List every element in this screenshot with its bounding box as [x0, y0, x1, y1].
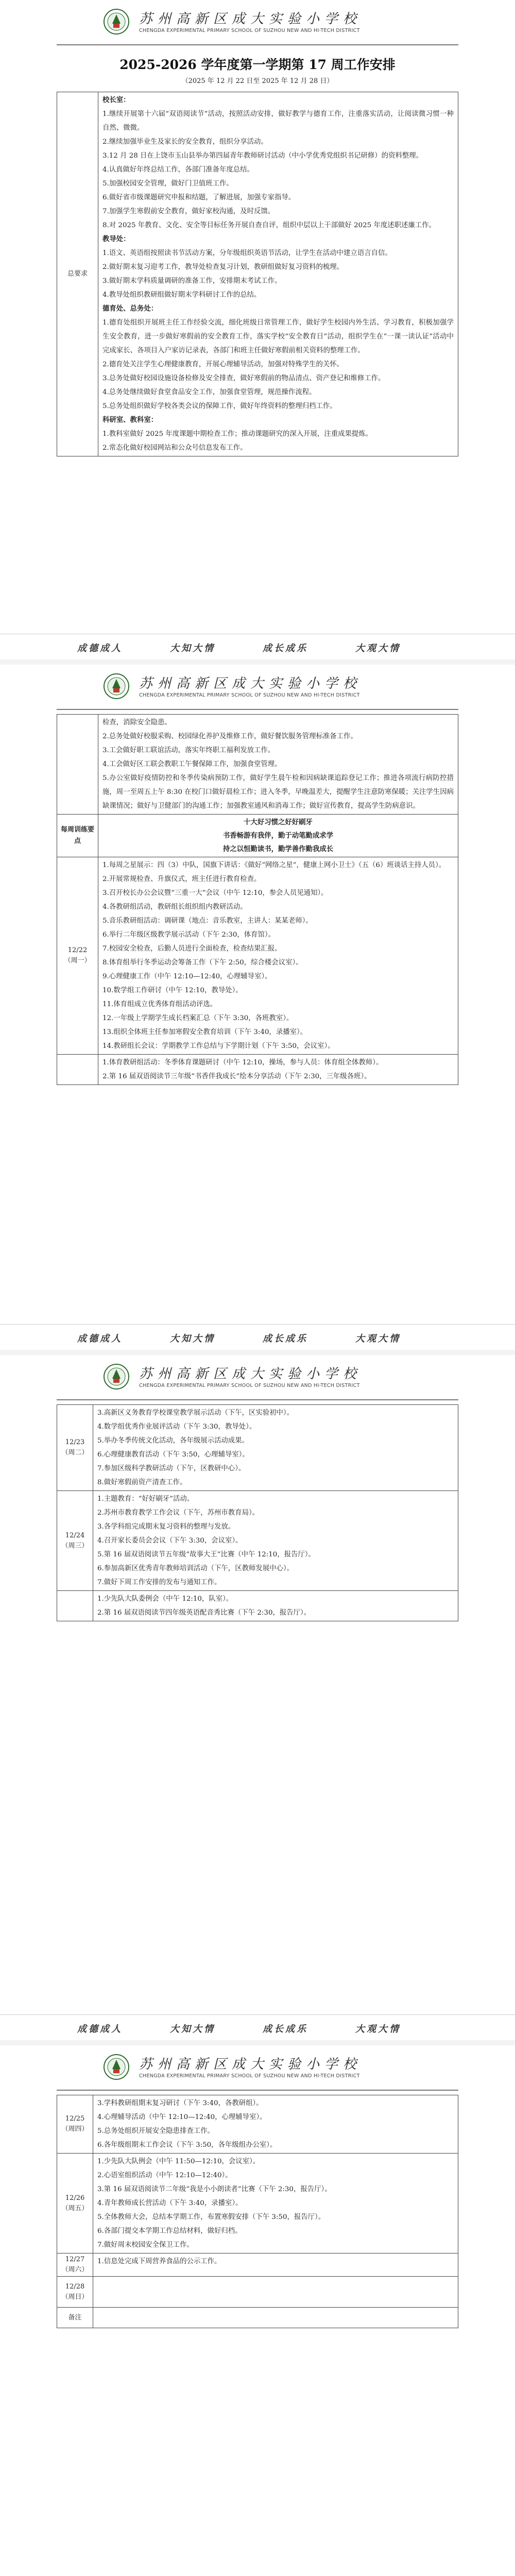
day-date-cell — [57, 1405, 93, 1491]
day-item: 2.心语室组织活动（中午 12:10—12:40）。 — [97, 2172, 232, 2179]
day-item: 3.第 16 届双语阅读节二年级“我是小小朗读者”比赛（下午 2:30，报告厅）。 — [97, 2185, 332, 2193]
general-paragraph: 科研室、教科室： — [102, 416, 158, 424]
day-date-cell — [57, 857, 98, 1055]
schedule-table-page-4 — [57, 2095, 458, 2328]
school-logo-icon — [103, 673, 130, 700]
page-separator — [0, 659, 515, 665]
day-items — [93, 2253, 458, 2277]
day-item: 4.数学组优秀作业展评活动（下午 3:30，教导处）。 — [97, 1423, 256, 1431]
day-weekday: （周二） — [61, 1449, 89, 1456]
school-name: 苏州高新区成大实验小学校 — [139, 1366, 362, 1382]
day-item: 6.举行二年级区级教学展示活动（下午 2:30，体育馆）。 — [102, 931, 275, 939]
day-item: 12.一年级上学期学生成长档案汇总（下午 3:30，各班教室）。 — [102, 1014, 294, 1022]
day-item: 2.开展常规检查、升旗仪式，班主任进行教育检查。 — [102, 875, 261, 883]
page-1 — [0, 0, 515, 659]
remarks-label: 备注 — [57, 2308, 93, 2328]
day-date-cell — [57, 2095, 93, 2154]
general-paragraph: 检查，消除安全隐患。 — [102, 719, 171, 726]
day-row-thursday-part — [57, 1591, 458, 1621]
day-item: 11.体育组成立优秀体育组活动评选。 — [102, 1001, 217, 1008]
day-item: 6.心理健康教育活动（下午 3:50，心理辅导室）。 — [97, 1451, 249, 1459]
general-paragraph: 4.认真做好年终总结工作，各部门准备年度总结。 — [102, 166, 254, 174]
general-paragraph: 5.办公室做好疫情防控和冬季传染病预防工作，做好学生晨午检和因病缺课追踪登记工作；推进各项流行病防控措施，周一至周五上午 8:30 在校门口做好晨检工作；进入冬季，早晚温差大，提醒学生注意防寒保暖；关注学生因病缺课情况；做好与卫健部门的沟通工作；加强教室通风和消毒工作；做好宣传教育，提高学生防病意识。 — [102, 774, 454, 810]
weekly-focus-row — [57, 815, 458, 857]
page-4 — [0, 2045, 515, 2576]
weekly-slogan: 书香畅游有我伴，勤于动笔勤成求学 — [222, 832, 334, 840]
motto: 成德成人 — [77, 2024, 123, 2035]
general-paragraph: 7.加强学生寒假前安全教育，做好家校沟通，及时反馈。 — [102, 208, 275, 215]
general-paragraph: 4.总务处继续做好食堂食品安全工作，加强食堂管理，规范操作流程。 — [102, 388, 316, 396]
motto: 大知大情 — [170, 643, 215, 654]
school-name-en: CHENGDA EXPERIMENTAL PRIMARY SCHOOL OF SUZHOU NEW AND HI-TECH DISTRICT — [139, 1383, 360, 1388]
general-paragraph: 1.教科室做好 2025 年度课题中期检查工作；推动课题研究的深入开展，注重成果提炼。 — [102, 430, 373, 438]
motto: 大观大情 — [355, 2024, 401, 2035]
day-item: 1.每周之星展示：四（3）中队，国旗下讲话：《做好“网络之星”，健康上网小卫士》（五（6）班谈话主持人员）。 — [102, 861, 446, 869]
day-item: 8.做好寒假前资产清查工作。 — [97, 1479, 187, 1486]
page-separator — [0, 2040, 515, 2045]
schedule-table-page-2 — [57, 714, 458, 1085]
day-weekday: （周六） — [61, 2266, 89, 2274]
day-items — [93, 2277, 458, 2308]
school-name: 苏州高新区成大实验小学校 — [139, 2057, 362, 2072]
general-label: 总要求 — [57, 92, 98, 456]
general-paragraph: 5.总务处组织做好学校各类会议的保障工作，做好年终资料的整理归档工作。 — [102, 402, 337, 410]
school-logo-icon — [103, 8, 130, 35]
document-title: 2025-2026 学年度第一学期第 17 周工作安排 — [119, 57, 396, 72]
day-item: 9.心理健康工作（中午 12:10—12:40，心理辅导室）。 — [102, 973, 272, 980]
general-paragraph: 2.常态化做好校园网站和公众号信息发布工作。 — [102, 444, 247, 452]
weekly-focus-content — [98, 815, 458, 857]
general-paragraph: 德育处、总务处： — [102, 304, 158, 313]
day-row-tuesday-part — [57, 1055, 458, 1085]
day-item: 4.各教研组活动，教研组长组织组内教研活动。 — [102, 903, 247, 911]
general-content — [98, 92, 458, 456]
general-continued-row — [57, 715, 458, 815]
remarks-row — [57, 2308, 458, 2328]
day-items — [93, 2095, 458, 2154]
day-date-cell — [57, 2253, 93, 2277]
masthead — [103, 7, 412, 38]
school-logo-icon — [103, 1363, 130, 1390]
day-item: 4.召开家长委员会会议（下午 3:30，会议室）。 — [97, 1537, 243, 1545]
general-paragraphs-continued — [102, 716, 454, 813]
day-date-cell — [57, 2277, 93, 2308]
general-content-continued — [98, 715, 458, 815]
motto: 成德成人 — [77, 1333, 123, 1344]
day-item: 1.主题教育：“好好刷牙”活动。 — [97, 1495, 194, 1503]
day-items — [93, 1491, 458, 1591]
day-date-cell — [57, 1491, 93, 1591]
day-item: 7.参加区级科学教研活动（下午，区教研中心）。 — [97, 1465, 246, 1472]
school-logo-icon — [103, 2054, 130, 2080]
footer-rule — [0, 2014, 515, 2015]
day-item: 6.各年级组期末工作会议（下午 3:50，各年级组办公室）。 — [97, 2141, 277, 2149]
day-items — [98, 1055, 458, 1085]
day-item: 8.体育组举行冬季运动会筹备工作（下午 2:50，综合楼会议室）。 — [102, 959, 303, 967]
day-row-wednesday — [57, 1491, 458, 1591]
day-weekday: （周五） — [61, 2204, 89, 2212]
school-name-en: CHENGDA EXPERIMENTAL PRIMARY SCHOOL OF SUZHOU NEW AND HI-TECH DISTRICT — [139, 28, 360, 33]
weekly-focus-label: 每周训练要点 — [57, 815, 98, 857]
motto: 大观大情 — [355, 643, 401, 654]
day-item: 5.举办冬季传统文化活动，各年级展示活动成果。 — [97, 1437, 249, 1445]
day-item: 3.学科教研组期末复习研讨（下午 3:40，各教研组）。 — [97, 2099, 263, 2107]
day-date: 12/24 — [65, 1531, 85, 1539]
general-paragraph: 2.德育处关注学生心理健康教育，开展心理辅导活动，加强对特殊学生的关怀。 — [102, 361, 344, 368]
general-paragraphs — [102, 93, 454, 455]
general-paragraph: 5.加强校园安全管理，做好门卫值班工作。 — [102, 180, 233, 188]
masthead — [103, 672, 412, 703]
motto: 大知大情 — [170, 2024, 215, 2035]
day-item: 3.各学科组完成期末复习资料的整理与发放。 — [97, 1523, 235, 1531]
school-name-en: CHENGDA EXPERIMENTAL PRIMARY SCHOOL OF SUZHOU NEW AND HI-TECH DISTRICT — [139, 692, 360, 698]
day-item: 7.做好下周工作安排的发布与通知工作。 — [97, 1579, 221, 1586]
day-row-thursday — [57, 2095, 458, 2154]
day-item: 2.苏州市教育教学工作会议（下午，苏州市教育局）。 — [97, 1509, 260, 1517]
motto: 成长成乐 — [263, 643, 308, 654]
day-item: 2.第 16 届双语阅读节三年级“书香伴我成长”绘本分享活动（下午 2:30，三年级各班）。 — [102, 1073, 371, 1080]
day-item: 1.少先队大队委例会（中午 12:10，队室）。 — [97, 1595, 233, 1603]
day-items — [98, 857, 458, 1055]
day-item: 4.青年教师成长营活动（下午 3:40，录播室）。 — [97, 2199, 243, 2207]
page-separator — [0, 1350, 515, 1355]
schedule-table-page-1 — [57, 92, 458, 456]
weekly-slogan: 十大好习惯之好好刷牙 — [244, 818, 313, 826]
day-row-sunday — [57, 2277, 458, 2308]
schedule-table-page-3 — [57, 1404, 458, 1621]
day-date: 12/23 — [65, 1438, 85, 1446]
general-label-continued — [57, 715, 98, 815]
day-item: 3.高新区义务教育学校课堂教学展示活动（下午，区实验初中）。 — [97, 1409, 294, 1417]
day-item: 6.参加高新区优秀青年教师培训活动（下午，区教师发展中心）。 — [97, 1565, 294, 1572]
day-item: 7.校园安全检查，后勤人员进行全面检查，检查结果汇报。 — [102, 945, 282, 953]
day-item: 5.音乐教研组活动：调研课（地点：音乐教室，主讲人：某某老师）。 — [102, 917, 313, 925]
general-paragraph: 8.对 2025 年教育、文化、安全等目标任务开展自查自评，组织中层以上干部做好 2025 年度述职述廉工作。 — [102, 222, 436, 229]
masthead — [103, 2053, 412, 2083]
day-weekday: （周三） — [61, 1541, 89, 1550]
general-paragraph: 教导处： — [102, 235, 130, 243]
day-item: 13.组织全体班主任参加寒假安全教育培训（下午 3:40，录播室）。 — [102, 1028, 307, 1036]
day-item: 4.心理辅导活动（中午 12:10—12:40，心理辅导室）。 — [97, 2113, 267, 2121]
header-rule — [57, 2090, 458, 2091]
day-item: 5.第 16 届双语阅读节五年级“故事大王”比赛（中午 12:10，报告厅）。 — [97, 1551, 315, 1558]
motto: 成德成人 — [77, 643, 123, 654]
day-item: 5.全体教师大会，总结本学期工作，布置寒假安排（下午 3:50，报告厅）。 — [97, 2213, 325, 2221]
general-paragraph: 2.总务处做好校服采购、校园绿化养护及维修工作，做好餐饮服务管理标准备工作。 — [102, 733, 357, 740]
general-paragraph: 6.做好省市级课题研究申报和结题，了解进展，加强专家指导。 — [102, 194, 296, 201]
day-date-cell — [57, 2154, 93, 2253]
day-items — [93, 2154, 458, 2253]
day-row-friday — [57, 2154, 458, 2253]
day-item: 3.召开校长办公会议暨“三重一大”会议（中午 12:10，参会人员见通知）。 — [102, 889, 328, 897]
general-paragraph: 4.教导处组织教研组做好期末学科研讨工作的总结。 — [102, 291, 261, 299]
day-item: 1.少先队大队例会（中午 11:50—12:10，会议室）。 — [97, 2158, 260, 2165]
day-date: 12/26 — [65, 2194, 85, 2202]
day-item: 14.教研组长会议：学期教学工作总结与下学期计划（下午 3:50，会议室）。 — [102, 1042, 335, 1050]
day-date: 12/28 — [65, 2282, 85, 2291]
motto: 成长成乐 — [263, 1333, 308, 1344]
weekly-slogan: 持之以恒勤读书，勤学善作勤我成长 — [222, 845, 334, 853]
day-row-monday — [57, 857, 458, 1055]
general-paragraph: 3.总务处做好校园设施设备检修及安全排查，做好寒假前的物品清点、资产登记和维修工作。 — [102, 375, 385, 382]
day-row-tuesday — [57, 1405, 458, 1491]
day-date: 12/22 — [67, 946, 88, 954]
header-rule — [57, 709, 458, 710]
school-name: 苏州高新区成大实验小学校 — [139, 676, 362, 691]
general-paragraph: 1.继续开展第十六届“双语阅读节”活动，按照活动安排，做好教学与德育工作，注重落实活动，让阅读微习惯一种自然、微微。 — [102, 110, 454, 132]
day-date-cell — [57, 1055, 98, 1085]
day-item: 1.体育教研组活动：冬季体育课题研讨（中午 12:10，操场，参与人员：体育组全体教师）。 — [102, 1059, 383, 1066]
day-item: 5.总务处组织开展安全隐患排查工作。 — [97, 2127, 215, 2135]
day-item: 7.做好周末校园安全保卫工作。 — [97, 2241, 194, 2249]
general-row — [57, 92, 458, 456]
day-date-cell — [57, 1591, 93, 1621]
general-paragraph: 3.工会做好职工联谊活动，落实年终职工福利发放工作。 — [102, 747, 275, 754]
day-weekday: （周日） — [61, 2293, 89, 2301]
day-items — [93, 1591, 458, 1621]
page-2 — [0, 665, 515, 1350]
day-row-saturday — [57, 2253, 458, 2277]
general-paragraph: 1.语文、英语组按照读书节活动方案，分年级组织英语节活动，让学生在活动中建立语言自信。 — [102, 249, 392, 257]
school-name: 苏州高新区成大实验小学校 — [139, 11, 362, 27]
motto: 大观大情 — [355, 1333, 401, 1344]
page-3 — [0, 1355, 515, 2040]
general-paragraph: 2.继续加强毕业生及家长的安全教育，组织分享活动。 — [102, 138, 268, 146]
header-rule — [57, 1399, 458, 1400]
day-date: 12/25 — [65, 2115, 85, 2123]
day-weekday: （周一） — [64, 957, 91, 964]
document-subtitle: （2025 年 12 月 22 日至 2025 年 12 月 28 日） — [181, 77, 334, 85]
general-paragraph: 3.做好期末学科质量调研的准备工作，安排期末考试工作。 — [102, 277, 282, 285]
school-name-en: CHENGDA EXPERIMENTAL PRIMARY SCHOOL OF SUZHOU NEW AND HI-TECH DISTRICT — [139, 2073, 360, 2079]
day-date: 12/27 — [65, 2256, 85, 2263]
motto: 大知大情 — [170, 1333, 215, 1344]
general-paragraph: 1.德育处组织开展班主任工作经验交流，细化班级日常管理工作，做好学生校园内外生活、学习教育，积极加强学生安全教育，进一步做好寒假前的安全教育工作，落实学校“安全教育日”活动，组织学生在“一课一读认证”活动中完成家长、各项目入户家访记录表，各部门和班主任做好寒假前相关资料的整理工作。 — [102, 319, 454, 354]
day-item: 1.信息处完成下周营养食品的公示工作。 — [97, 2258, 221, 2265]
day-item: 6.各部门提交本学期工作总结材料，做好归档。 — [97, 2227, 242, 2235]
day-item: 2.第 16 届双语阅读节四年级英语配音秀比赛（下午 2:30，报告厅）。 — [97, 1609, 311, 1617]
day-weekday: （周四） — [61, 2125, 89, 2133]
general-paragraph: 4.工会做好区工联会教职工午餐保障工作，加强食堂管理。 — [102, 760, 282, 768]
motto: 成长成乐 — [263, 2024, 308, 2035]
general-paragraph: 2.做好期末复习迎考工作，教导处检查复习计划，教研组做好复习资料的梳理。 — [102, 263, 344, 271]
general-paragraph: 校长室： — [102, 96, 130, 104]
day-items — [93, 1405, 458, 1491]
day-item: 10.数学组工作研讨（中午 12:10，教导处）。 — [102, 987, 243, 994]
footer-rule — [0, 1324, 515, 1325]
general-paragraph: 3.12 月 28 日在上饶市玉山县举办第四届青年教师研讨活动（中小学优秀党组织书记研修）的资料整理。 — [102, 152, 423, 160]
masthead — [103, 1362, 412, 1393]
remarks-content — [93, 2308, 458, 2328]
header-rule — [57, 44, 458, 45]
